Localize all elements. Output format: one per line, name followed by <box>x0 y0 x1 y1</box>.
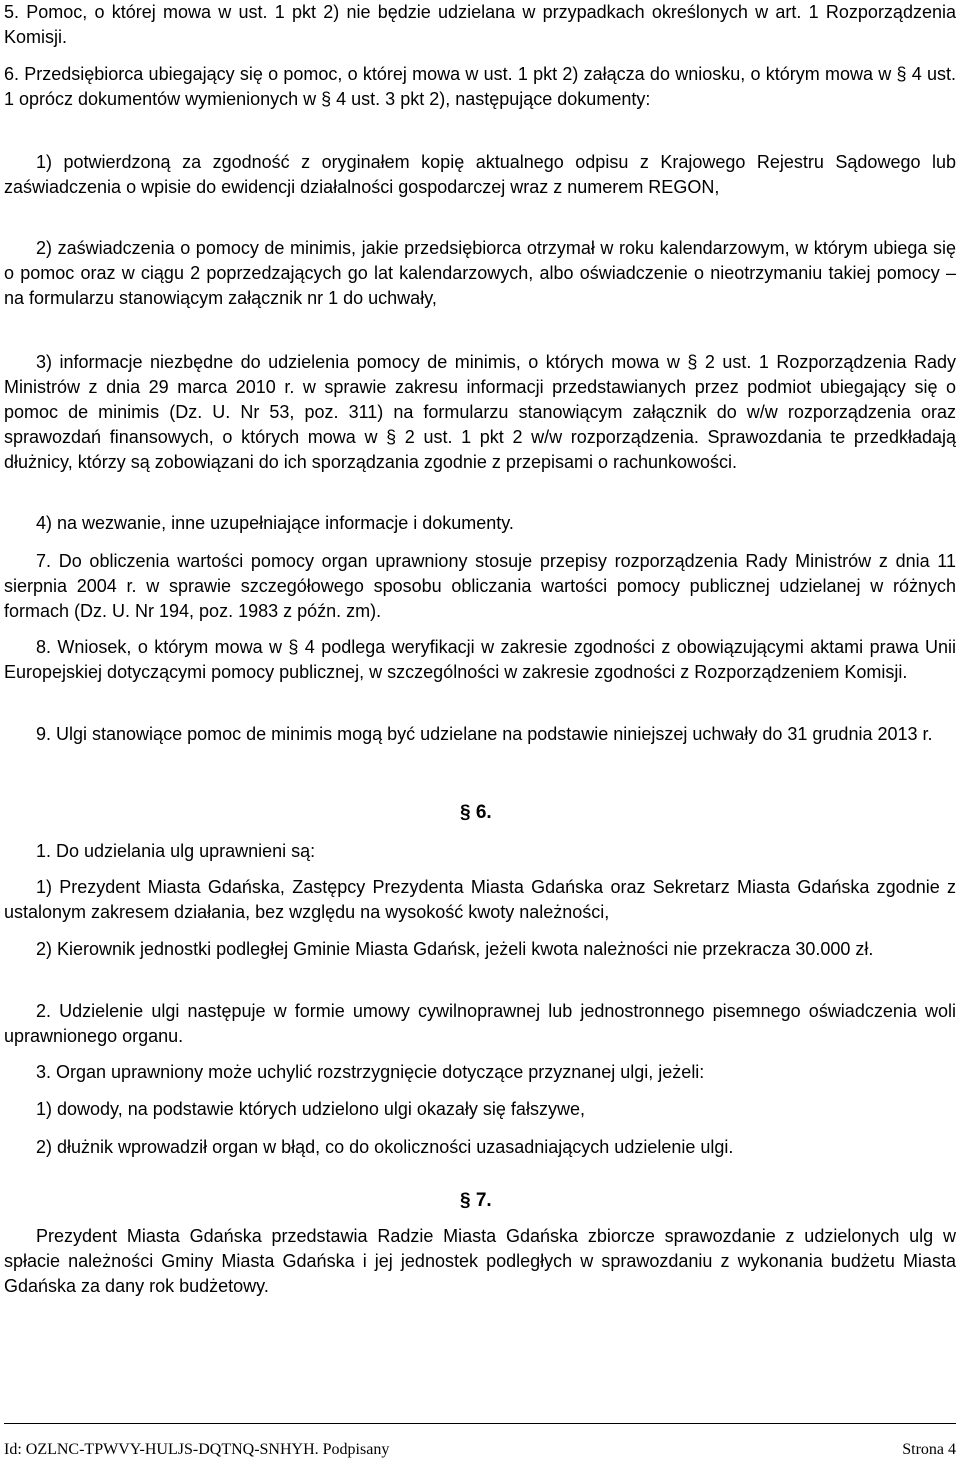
paragraph-7: 7. Do obliczenia wartości pomocy organ uprawniony stosuje przepisy rozporządzenia Rady Ministrów z dnia 11 sierpnia 2004 r. w sprawie szczegółowego sposobu obliczania wartości pomocy publicznej udzielanej w różnych formach (Dz. U. Nr 194, poz. 1983 z późn. zm). <box>4 551 956 621</box>
footer-divider <box>4 1423 956 1424</box>
section-7-text: Prezydent Miasta Gdańska przedstawia Radzie Miasta Gdańska zbiorcze sprawozdanie z udzielonych ulg w spłacie należności Gminy Miasta Gdańska i jej jednostek podległych w sprawozdaniu z wykonania budżetu Miasta Gdańska za dany rok budżetowy. <box>4 1226 956 1296</box>
page-number: Strona 4 <box>902 1441 956 1458</box>
section-6-item-3-2: 2) dłużnik wprowadził organ w błąd, co do okoliczności uzasadniających udzielenie ulgi. <box>36 1137 734 1157</box>
paragraph-5: 5. Pomoc, o której mowa w ust. 1 pkt 2) nie będzie udzielana w przypadkach określonych w art. 1 Rozporządzenia Komisji. <box>4 2 956 47</box>
paragraph-6: 6. Przedsiębiorca ubiegający się o pomoc, o której mowa w ust. 1 pkt 2) załącza do wniosku, o którym mowa w § 4 ust. 1 oprócz dokumentów wymienionych w § 4 ust. 3 pkt 2), następujące dokumenty: <box>4 64 956 109</box>
paragraph-8: 8. Wniosek, o którym mowa w § 4 podlega weryfikacji w zakresie zgodności z obowiązującymi aktami prawa Unii Europejskiej dotyczącymi pomocy publicznej, w szczególności w zakresie zgodności z Rozporządzeniem Komisji. <box>4 637 956 682</box>
section-heading-6: § 6. <box>460 802 492 823</box>
list-item-6-4: 4) na wezwanie, inne uzupełniające informacje i dokumenty. <box>36 513 514 533</box>
list-item-6-1: 1) potwierdzoną za zgodność z oryginałem kopię aktualnego odpisu z Krajowego Rejestru Sądowego lub zaświadczenia o wpisie do ewidencji działalności gospodarczej wraz z numerem REGON, <box>4 152 956 197</box>
section-6-point-2: 2. Udzielenie ulgi następuje w formie umowy cywilnoprawnej lub jednostronnego pisemnego oświadczenia woli uprawnionego organu. <box>4 1001 956 1046</box>
paragraph-9: 9. Ulgi stanowiące pomoc de minimis mogą być udzielane na podstawie niniejszej uchwały do 31 grudnia 2013 r. <box>36 724 933 744</box>
section-6-item-1: 1) Prezydent Miasta Gdańska, Zastępcy Prezydenta Miasta Gdańska oraz Sekretarz Miasta Gdańska zgodnie z ustalonym zakresem działania, bez względu na wysokość kwoty należności, <box>4 877 956 922</box>
section-heading-7: § 7. <box>460 1190 492 1211</box>
list-item-6-3: 3) informacje niezbędne do udzielenia pomocy de minimis, o których mowa w § 2 ust. 1 Rozporządzenia Rady Ministrów z dnia 29 marca 2010 r. w sprawie zakresu informacji przedstawianych przez podmiot ubiegający się o pomoc de minimis (Dz. U. Nr 53, poz. 311) na formularzu stanowiącym załącznik do w/w rozporządzenia oraz sprawozdań finansowych, o których mowa w § 2 ust. 1 pkt 2 w/w rozporządzenia. Sprawozdania te przedkładają dłużnicy, którzy są zobowiązani do ich sporządzania zgodnie z przepisami o rachunkowości. <box>4 352 956 472</box>
document-id: Id: OZLNC-TPWVY-HULJS-DQTNQ-SNHYH. Podpisany <box>4 1441 390 1458</box>
list-item-6-2: 2) zaświadczenia o pomocy de minimis, jakie przedsiębiorca otrzymał w roku kalendarzowym, w którym ubiega się o pomoc oraz w ciągu 2 poprzedzających go lat kalendarzowych, albo oświadczenie o nieotrzymaniu takiej pomocy – na formularzu stanowiącym załącznik nr 1 do uchwały, <box>4 238 956 308</box>
section-6-item-3-1: 1) dowody, na podstawie których udzielono ulgi okazały się fałszywe, <box>36 1099 585 1119</box>
section-6-point-3: 3. Organ uprawniony może uchylić rozstrzygnięcie dotyczące przyznanej ulgi, jeżeli: <box>36 1062 705 1082</box>
section-6-item-2: 2) Kierownik jednostki podległej Gminie Miasta Gdańsk, jeżeli kwota należności nie przekracza 30.000 zł. <box>36 939 874 959</box>
section-6-point-1: 1. Do udzielania ulg uprawnieni są: <box>36 841 316 861</box>
